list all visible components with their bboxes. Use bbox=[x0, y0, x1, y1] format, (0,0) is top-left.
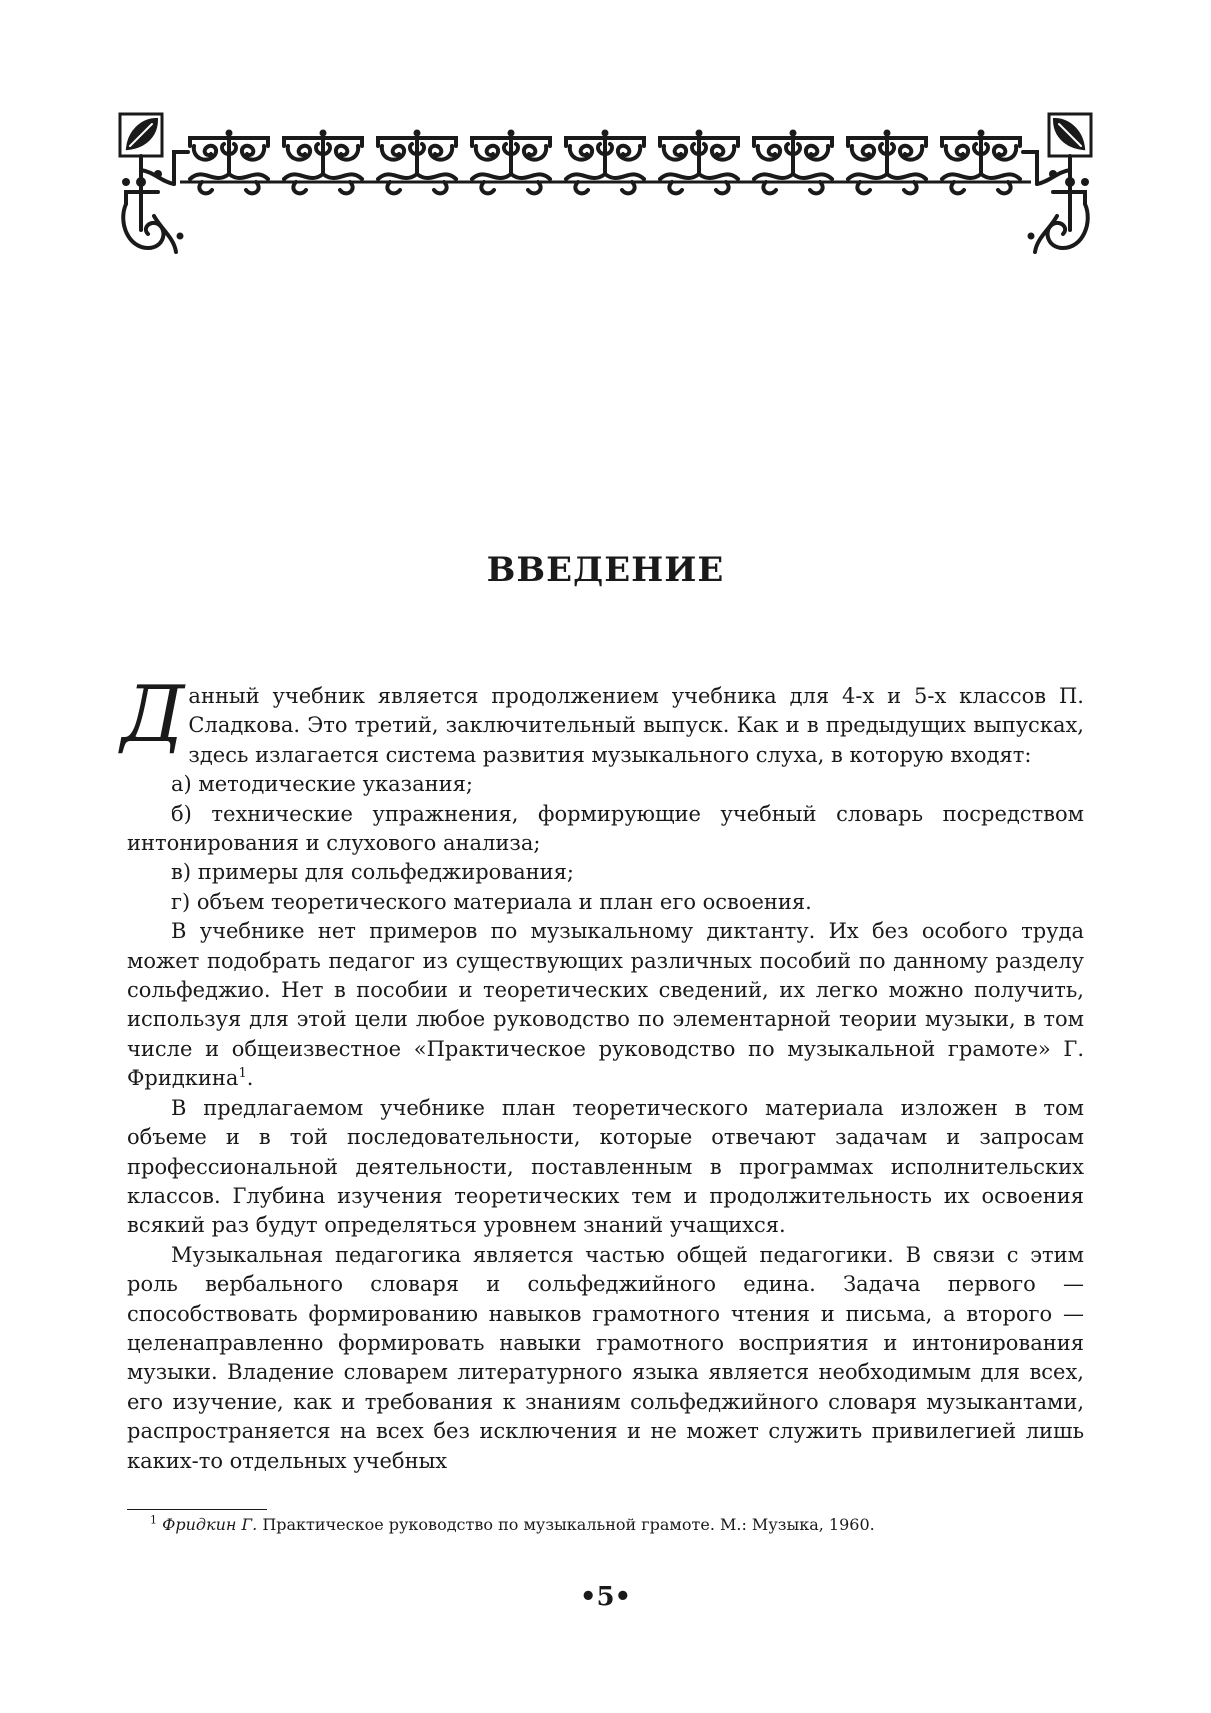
intro-paragraph bbox=[121, 670, 1084, 770]
list-item: б) технические упражнения, формирующие учебный словарь посредством интонирования и слухового анализа; bbox=[127, 801, 1084, 856]
page-number: •5• bbox=[579, 1582, 632, 1612]
footnote-author: Фридкин Г. bbox=[162, 1515, 258, 1534]
paragraph-text: В учебнике нет примеров по музыкальному диктанту. Их без особого труда может подобрать педагог из существующих различных пособий по данному разделу сольфеджио. Нет в пособии и теоретических сведений, их легко можно получить, используя для этой цели любое руководство по элементарной теории музыки, в том числе и общеизвестное «Практическое руководство по музыкальной грамоте» Г. Фридкина bbox=[127, 919, 1084, 1091]
list-item: а) методические указания; bbox=[171, 772, 473, 797]
paragraph-end: . bbox=[246, 1066, 254, 1091]
body-text bbox=[121, 670, 1084, 1476]
footnote-reference[interactable]: 1 bbox=[238, 1066, 247, 1082]
drop-cap: Д bbox=[121, 670, 185, 760]
paragraph bbox=[127, 917, 1084, 1093]
footnote-text: Практическое руководство по музыкальной грамоте. М.: Музыка, 1960. bbox=[257, 1515, 875, 1534]
footnote-divider bbox=[127, 1509, 267, 1510]
list-item: г) объем теоретического материала и план его освоения. bbox=[171, 889, 812, 914]
paragraph: В предлагаемом учебнике план теоретического материала изложен в том объеме и в той последовательности, которые отвечают задачам и запросам профессиональной деятельности, поставленным в программах исполнительских классов. Глубина изучения теоретических тем и продолжительность их освоения всякий раз будут определяться уровнем знаний учащихся. bbox=[127, 1095, 1084, 1238]
footnote bbox=[150, 1514, 1080, 1536]
list-item: в) примеры для сольфеджирования; bbox=[171, 860, 574, 885]
chapter-title: ВВЕДЕНИЕ bbox=[486, 550, 725, 590]
header-ornament bbox=[118, 112, 1093, 262]
footnote-number: 1 bbox=[150, 1513, 157, 1527]
intro-text: анный учебник является продолжением учебника для 4-х и 5-х классов П. Сладкова. Это третий, заключительный выпуск. Как и в предыдущих выпусках, здесь излагается система развития музыкального слуха, в которую входят: bbox=[188, 684, 1084, 767]
paragraph: Музыкальная педагогика является частью общей педагогики. В связи с этим роль вербального словаря и сольфеджийного едина. Задача первого — способствовать формированию навыков грамотного чтения и письма, а второго — целенаправленно формировать навыки грамотного восприятия и интонирования музыки. Владение словарем литературного языка является необходимым для всех, его изучение, как и требования к знаниям сольфеджийного словаря музыкантами, распространяется на всех без исключения и не может служить привилегией лишь каких-то отдельных учебных bbox=[127, 1242, 1084, 1473]
